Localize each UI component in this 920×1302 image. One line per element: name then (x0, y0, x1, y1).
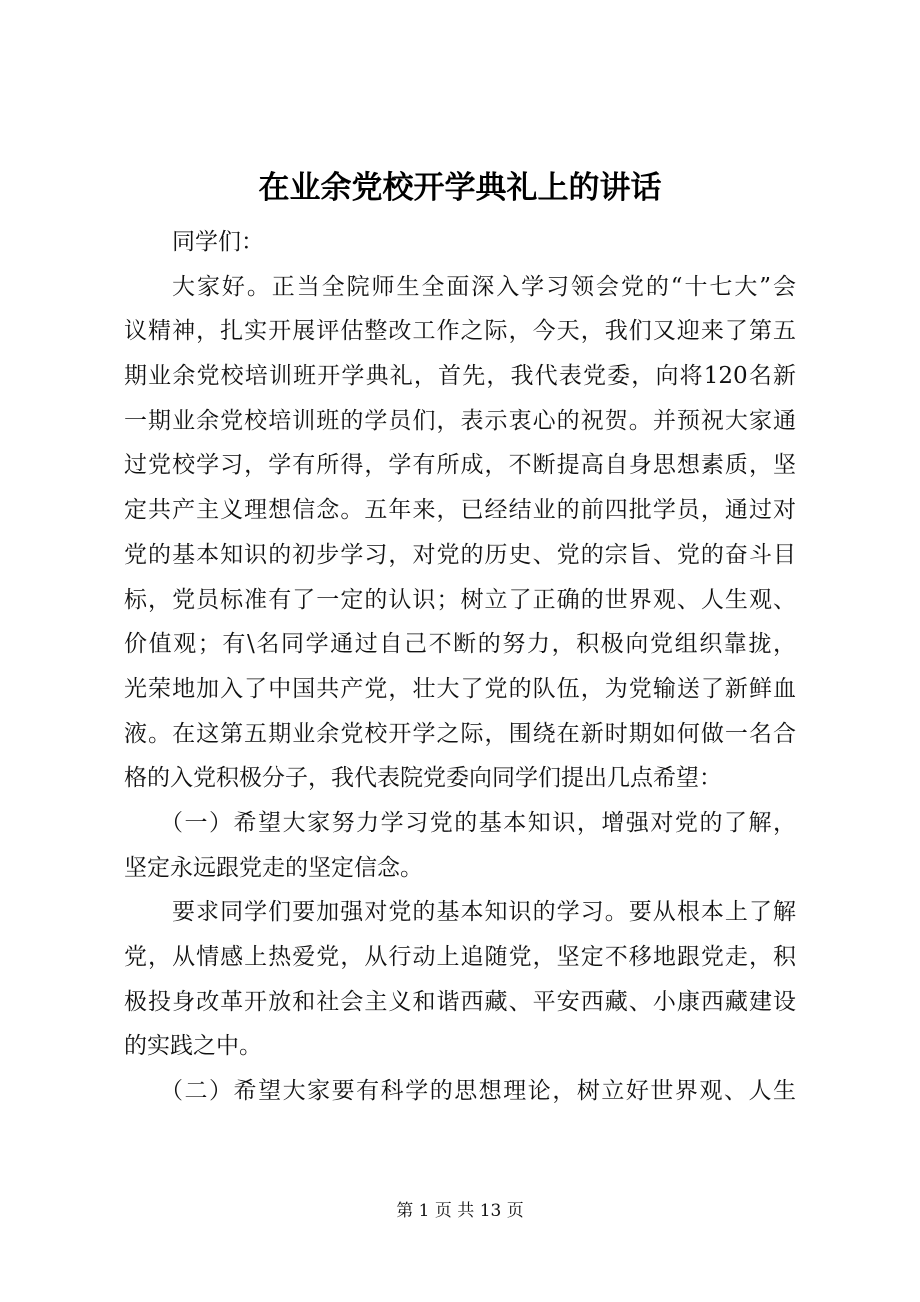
text-line: 一期业余党校培训班的学员们，表示衷心的祝贺。并预祝大家通 (124, 407, 796, 434)
text-line: 液。在这第五期业余党校开学之际，围绕在新时期如何做一名合 (124, 720, 796, 747)
text-line: 极投身改革开放和社会主义和谐西藏、平安西藏、小康西藏建设 (124, 988, 796, 1015)
text-line: 大家好。正当全院师生全面深入学习领会党的“十七大”会 (172, 273, 796, 300)
text-line: 期业余党校培训班开学典礼，首先，我代表党委，向将120名新 (124, 363, 796, 390)
text-line: 党，从情感上热爱党，从行动上追随党，坚定不移地跟党走，积 (124, 944, 796, 970)
text-line: 同学们： (172, 229, 264, 255)
text-line: 坚定永远跟党走的坚定信念。 (124, 854, 423, 881)
text-line: 党的基本知识的初步学习，对党的历史、党的宗旨、党的奋斗目 (124, 541, 796, 568)
text-line: 议精神，扎实开展评估整改工作之际，今天，我们又迎来了第五 (124, 318, 796, 345)
text-line: 光荣地加入了中国共产党，壮大了党的队伍，为党输送了新鲜血 (124, 675, 796, 702)
text-line: 格的入党积极分子，我代表院党委向同学们提出几点希望： (124, 765, 722, 792)
page-footer: 第 1 页 共 13 页 (396, 1201, 524, 1221)
text-line: 的实践之中。 (124, 1033, 262, 1060)
text-line: （一）希望大家努力学习党的基本知识，增强对党的了解， (160, 809, 796, 836)
text-line: 要求同学们要加强对党的基本知识的学习。要从根本上了解 (172, 899, 796, 926)
text-line: （二）希望大家要有科学的思想理论，树立好世界观、人生 (160, 1078, 796, 1105)
text-line: 价值观；有\名同学通过自己不断的努力，积极向党组织靠拢， (124, 631, 796, 658)
text-line: 标，党员标准有了一定的认识；树立了正确的世界观、人生观、 (124, 586, 796, 613)
document-body (124, 220, 796, 1114)
document-title: 在业余党校开学典礼上的讲话 (258, 170, 662, 206)
text-line: 过党校学习，学有所得，学有所成，不断提高自身思想素质，坚 (124, 452, 796, 479)
text-line: 定共产主义理想信念。五年来，已经结业的前四批学员，通过对 (124, 497, 796, 524)
